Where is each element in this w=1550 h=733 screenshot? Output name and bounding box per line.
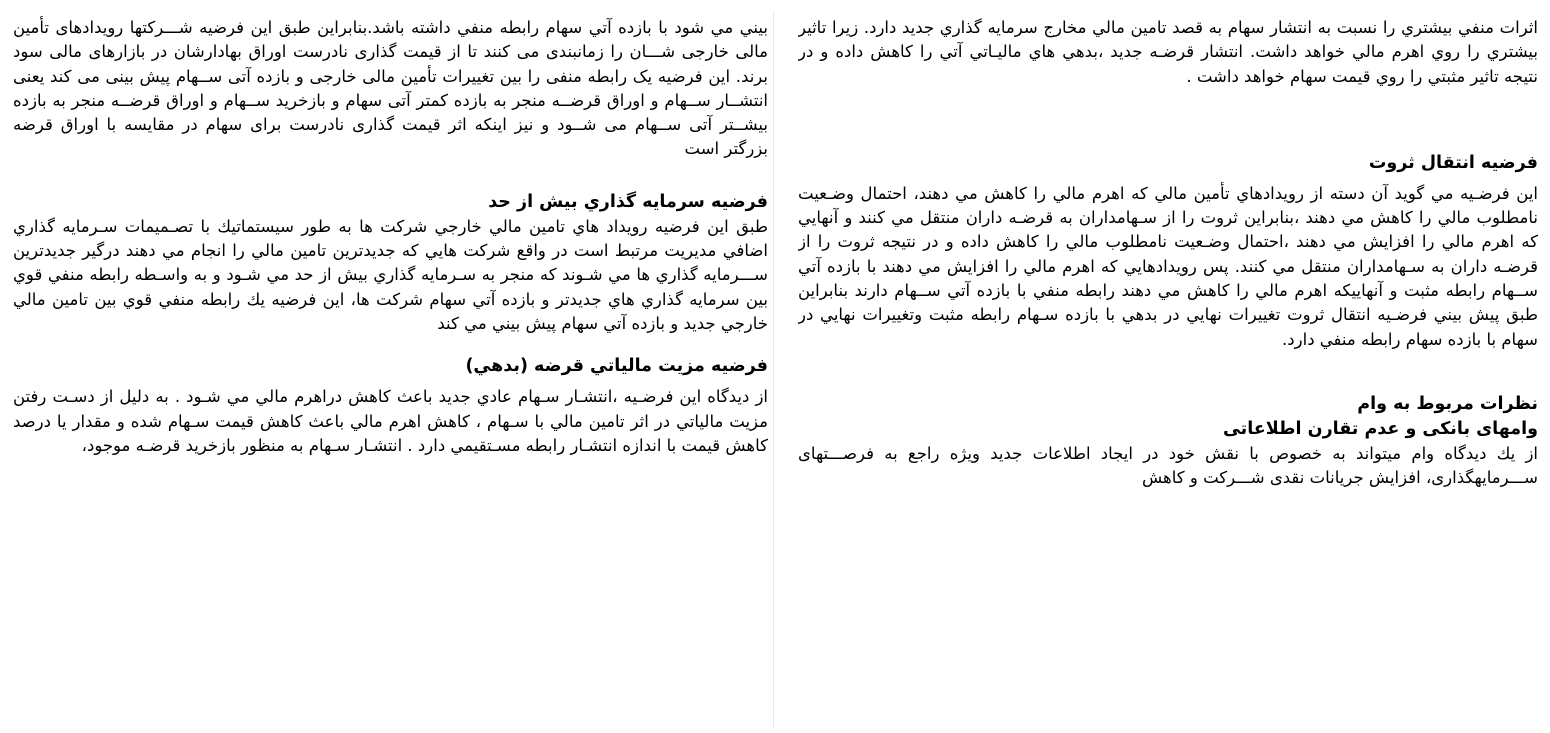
loan-views-section xyxy=(798,392,1538,491)
debt-tax-benefit-heading: فرضيه مزيت مالياتي قرضه (بدهي) xyxy=(465,356,768,377)
left-column xyxy=(13,0,768,733)
loan-views-paragraph: از يك ديدگاه وام میتواند به خصوص با نقش خود در ايجاد اطلاعات جديد ويژه راجع به فرصـــتهای ســـرمايهگذاری، افزايش جريانات نقدی شـــركت و كاهش xyxy=(798,443,1538,488)
overinvestment-paragraph: طبق اين فرضيه رويداد هاي تامين مالي خارجي شركت ها به طور سيستماتيك با تصـميمات سـرمايه گذاري اضافي مديريت مرتبط است در واقع شركت هايي كه جديدترين تامين مالي را انجام مي دهند درگير جديدترين ســـرمايه گذاري ها مي شـوند كه منجر به سـرمايه گذاري بيش از حد مي شـود و به واسـطه رابطه منفي قوي بين سرمايه گذاري هاي جديدتر و بازده آتي سهام شركت ها، اين فرضيه يك رابطه منفي قوي بين تامين مالي خارجي جديد و بازده آتي سهام پيش بيني مي كند xyxy=(13,216,768,333)
right-column xyxy=(798,0,1538,733)
intro-paragraph-left: بيني مي شود با بازده آتي سهام رابطه منفي داشته باشد.بنابراين طبق اين فرضيه شـــركتها رويدادهای تأمين مالی خارجی شـــان را زمانبندی می كنند تا از قيمت گذاری نادرست اوراق بهادارشان در بازارهای مالی سود برند. اين فرضيه يک رابطه منفی را بين تغييرات تأمين مالی خارجی و بازده آتی ســهام پيش بينی می كند يعنی انتشــار ســهام و اوراق قرضــه منجر به بازده كمتر آتی سهام و بازخريد ســهام و اوراق قرضــه منجر به بازده بيشــتر آتی ســهام می شــود و نيز اينكه اثر قيمت گذاری نادرست برای سهام در مقايسه با اوراق قرضه بزرگتر است xyxy=(13,18,768,159)
debt-tax-benefit-paragraph: از ديدگاه اين فرضـيه ،انتشـار سـهام عادي جديد باعث كاهش دراهرم مالي مي شـود . به دليل از دسـت رفتن مزيت مالياتي در اثر تامين مالي با سـهام ، كاهش اهرم مالي باعث كاهش قيمت سـهام شده و مقدار يا درصد كاهش قيمت با اندازه انتشـار رابطه مسـتقيمي دارد . انتشـار سـهام به منظور بازخريد قرضـه موجود، xyxy=(13,387,768,455)
loan-views-subheading: وامهای بانکی و عدم تقارن اطلاعاتی xyxy=(1222,418,1538,439)
wealth-transfer-heading: فرضيه انتقال ثروت xyxy=(1368,152,1538,173)
debt-tax-benefit-section xyxy=(13,354,768,458)
wealth-transfer-section xyxy=(798,151,1538,352)
loan-views-heading: نظرات مربوط به وام xyxy=(1357,393,1538,414)
intro-paragraph-right: اثرات منفي بيشتري را نسبت به انتشار سهام به قصد تامين مالي مخارج سرمايه گذاري جديد دارد. زيرا تاثير بيشتري را روي اهرم مالي خواهد داشت. انتشار قرضـه جديد ،بدهي هاي ماليـاتي آتي را كاهش داده و در نتيجه تاثير مثبتي را روي قيمت سهام خواهد داشت . xyxy=(798,18,1538,86)
overinvestment-section xyxy=(13,190,768,336)
overinvestment-heading: فرضيه سرمايه گذاري بيش از حد xyxy=(488,191,768,212)
wealth-transfer-paragraph: اين فرضـيه مي گويد آن دسته از رويدادهاي تأمين مالي كه اهرم مالي را كاهش مي دهند، احتمال وضـعيت نامطلوب مالي را كاهش مي دهند ،بنابراين ثروت را از سـهامداران به قرضـه داران منتقل مي كنند و آنهايي كه اهرم مالي را افزايش مي دهند ،احتمال وضـعيت نامطلوب مالي را كاهش داده و در نتيجه ثروت را از قرضـه داران به سـهامداران منتقل مي كنند. پس رويدادهايي كه اهرم مالي را افزايش مي دهند با بازده آتي ســهام رابطه مثبت و آنهاييكه اهرم مالي را كاهش مي دهند رابطه منفي با بازده آتي ســهام دارند بنابراين طبق پيش بيني فرضـيه انتقال ثروت تغييرات نهايي در بدهي با بازده سـهام رابطه مثبت وتغييرات نهايي در سهام با بازده سهام رابطه منفي دارد. xyxy=(798,183,1538,349)
